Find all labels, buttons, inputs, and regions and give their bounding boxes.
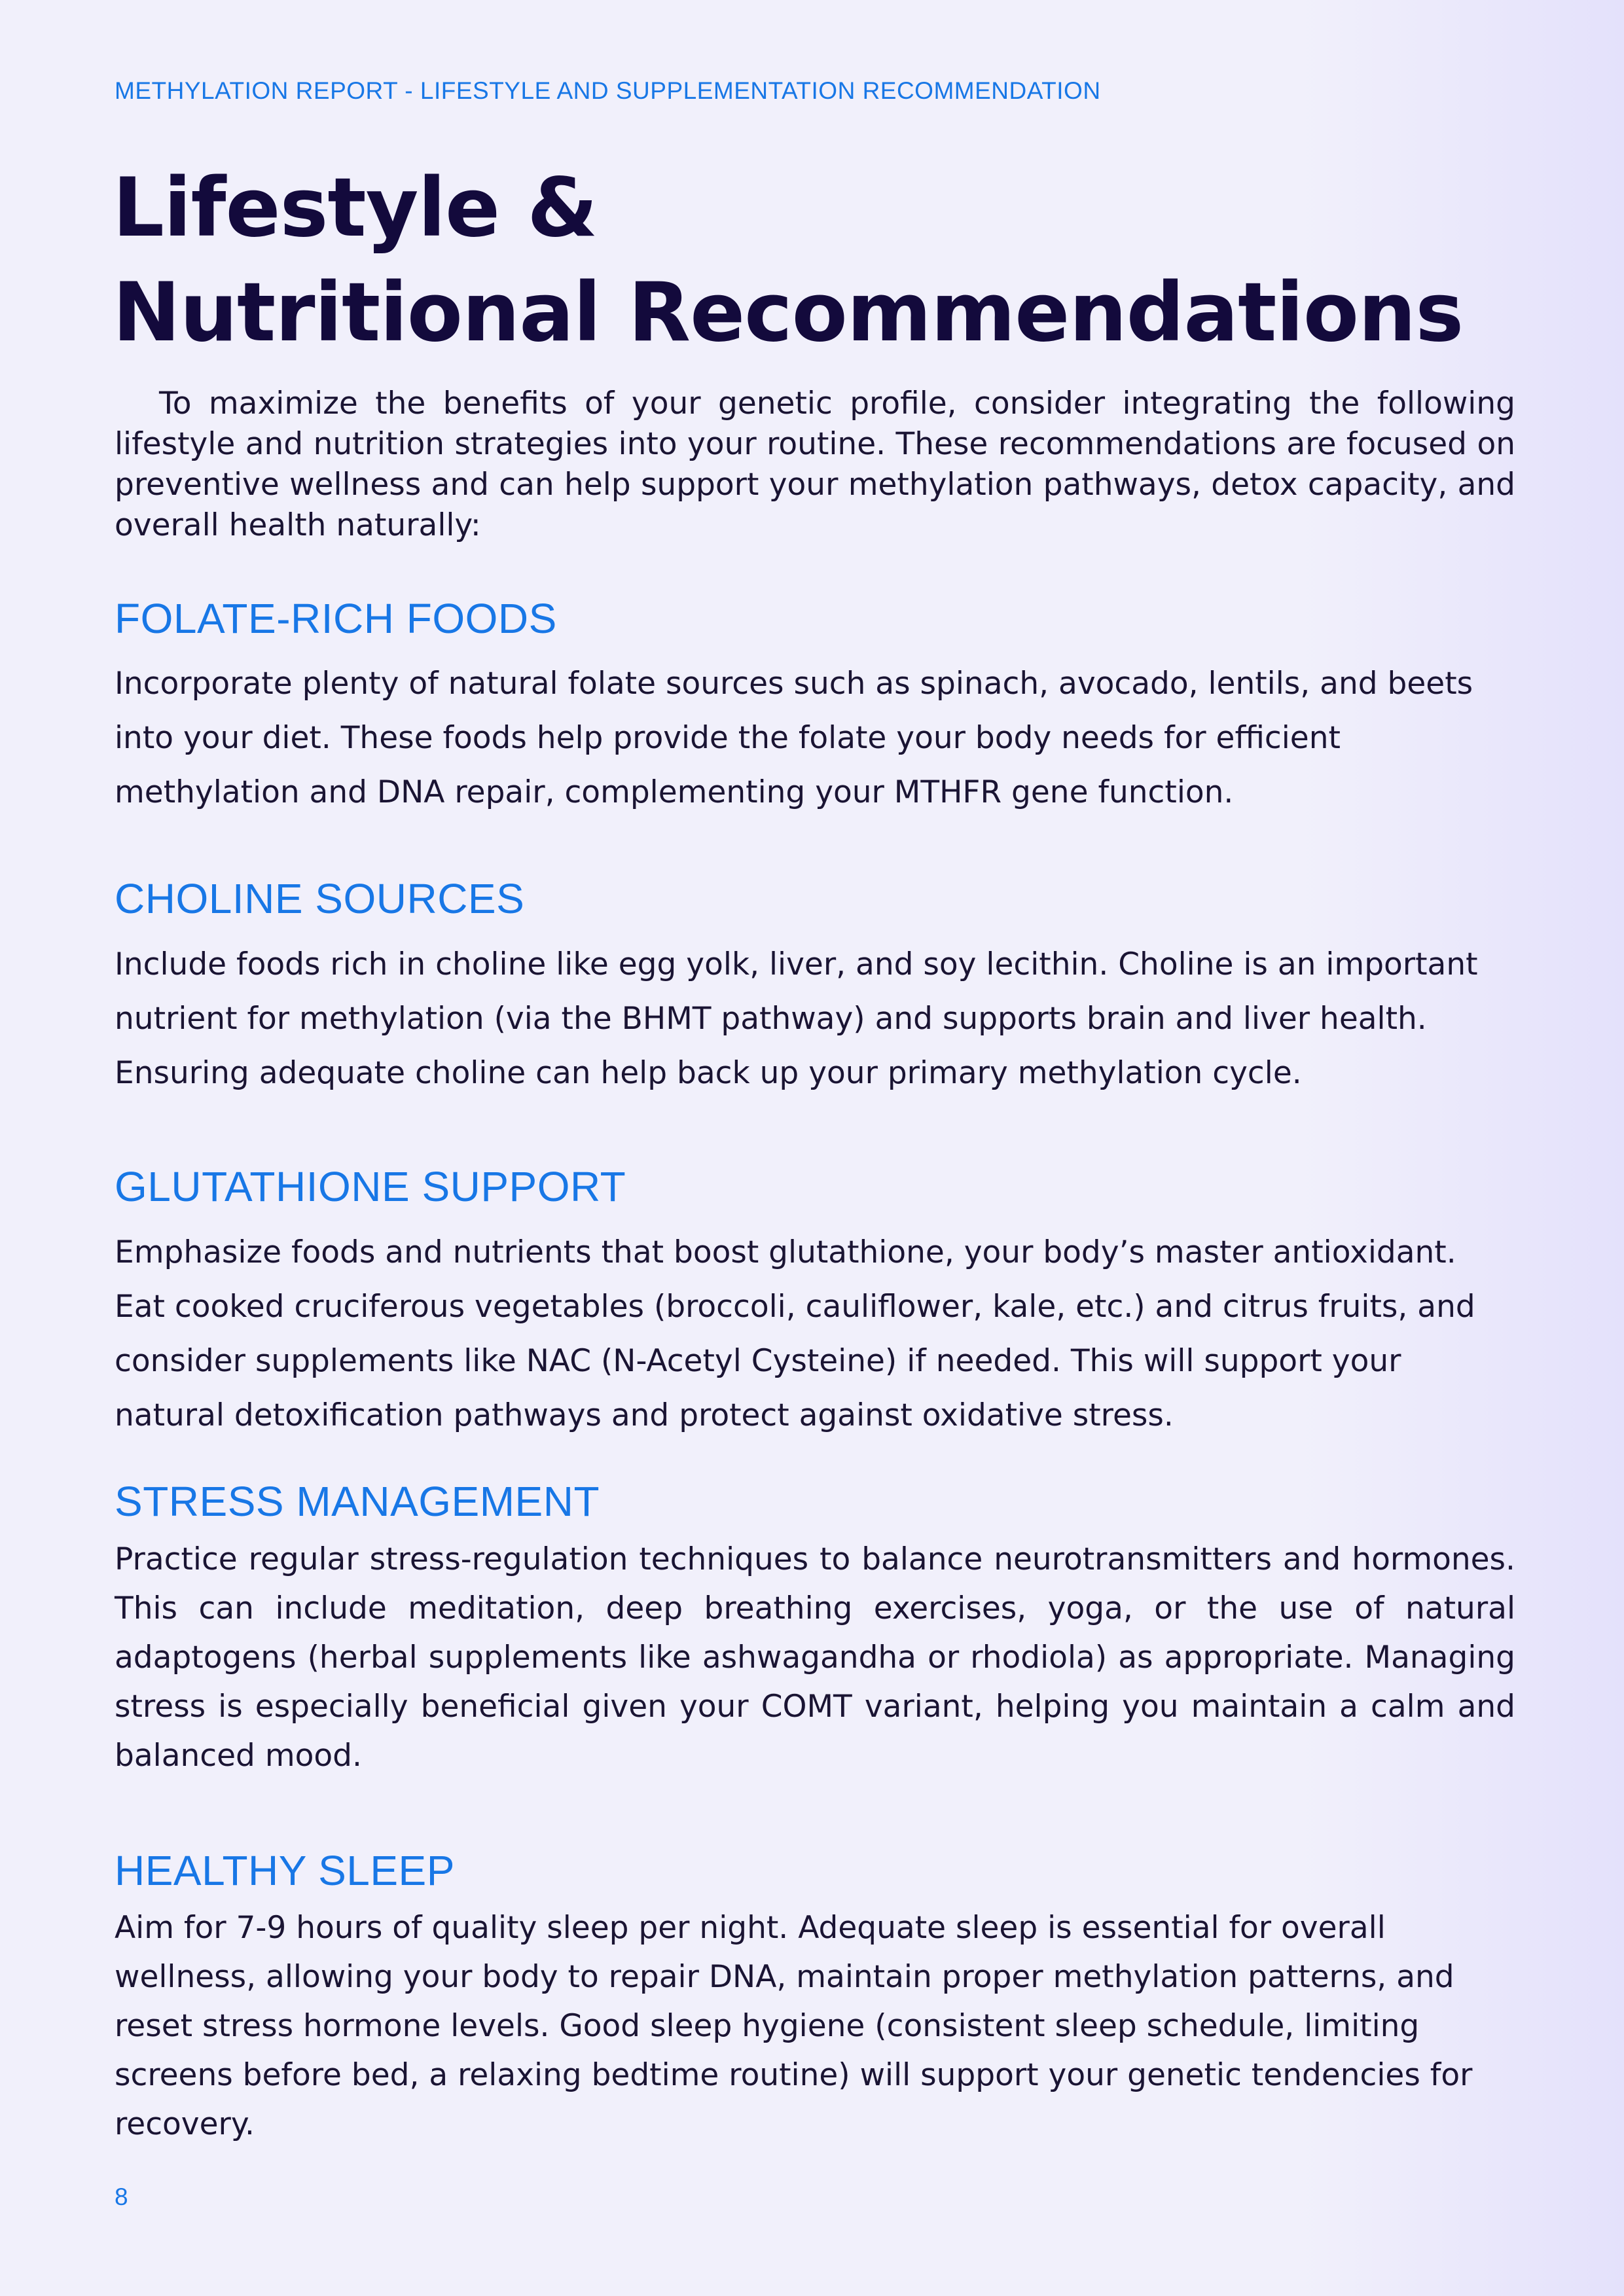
section-heading-sleep: HEALTHY SLEEP (115, 1847, 455, 1894)
section-heading-glutathione: GLUTATHIONE SUPPORT (115, 1163, 626, 1210)
page-title (113, 156, 1463, 365)
section-body-folate: Incorporate plenty of natural folate sources such as spinach, avocado, lentils, and beets into your diet. These foods help provide the folate your body needs for efficient methylation and DNA repair, complementing your MTHFR gene function. (115, 666, 1473, 810)
section-heading-stress: STRESS MANAGEMENT (115, 1478, 600, 1525)
page-title-line-2: Nutritional Recommendations (113, 266, 1464, 360)
running-header: METHYLATION REPORT - LIFESTYLE AND SUPPLEMENTATION RECOMMENDATION (115, 77, 1101, 104)
section-body-glutathione: Emphasize foods and nutrients that boost glutathione, your body’s master antioxidant. Eat cooked cruciferous vegetables (broccoli, cauliflower, kale, etc.) and citrus fruits, and consider supplements like NAC (N-Acetyl Cysteine) if needed. This will support your natural detoxification pathways and protect against oxidative stress. (115, 1234, 1475, 1433)
section-body-stress: Practice regular stress-regulation techniques to balance neurotransmitters and hormones. This can include meditation, deep breathing exercises, yoga, or the use of natural adaptogens (herbal supplements like ashwagandha or rhodiola) as appropriate. Managing stress is especially beneficial given your COMT variant, helping you maintain a calm and balanced mood. (115, 1541, 1515, 1774)
page-title-line-1: Lifestyle & (113, 161, 598, 255)
section-body-choline: Include foods rich in choline like egg yolk, liver, and soy lecithin. Choline is an important nutrient for methylation (via the BHMT pathway) and supports brain and liver health. Ensuring adequate choline can help back up your primary methylation cycle. (115, 946, 1478, 1091)
section-heading-folate: FOLATE-RICH FOODS (115, 595, 557, 642)
page-number: 8 (115, 2183, 128, 2210)
section-body-sleep: Aim for 7-9 hours of quality sleep per night. Adequate sleep is essential for overall wellness, allowing your body to repair DNA, maintain proper methylation patterns, and reset stress hormone levels. Good sleep hygiene (consistent sleep schedule, limiting screens before bed, a relaxing bedtime routine) will support your genetic tendencies for recovery. (115, 1910, 1473, 2142)
section-heading-choline: CHOLINE SOURCES (115, 875, 525, 922)
intro-paragraph: To maximize the benefits of your genetic profile, consider integrating the following lifestyle and nutrition strategies into your routine. These recommendations are focused on preventive wellness and can help support your methylation pathways, detox capacity, and overall health naturally: (115, 386, 1515, 543)
